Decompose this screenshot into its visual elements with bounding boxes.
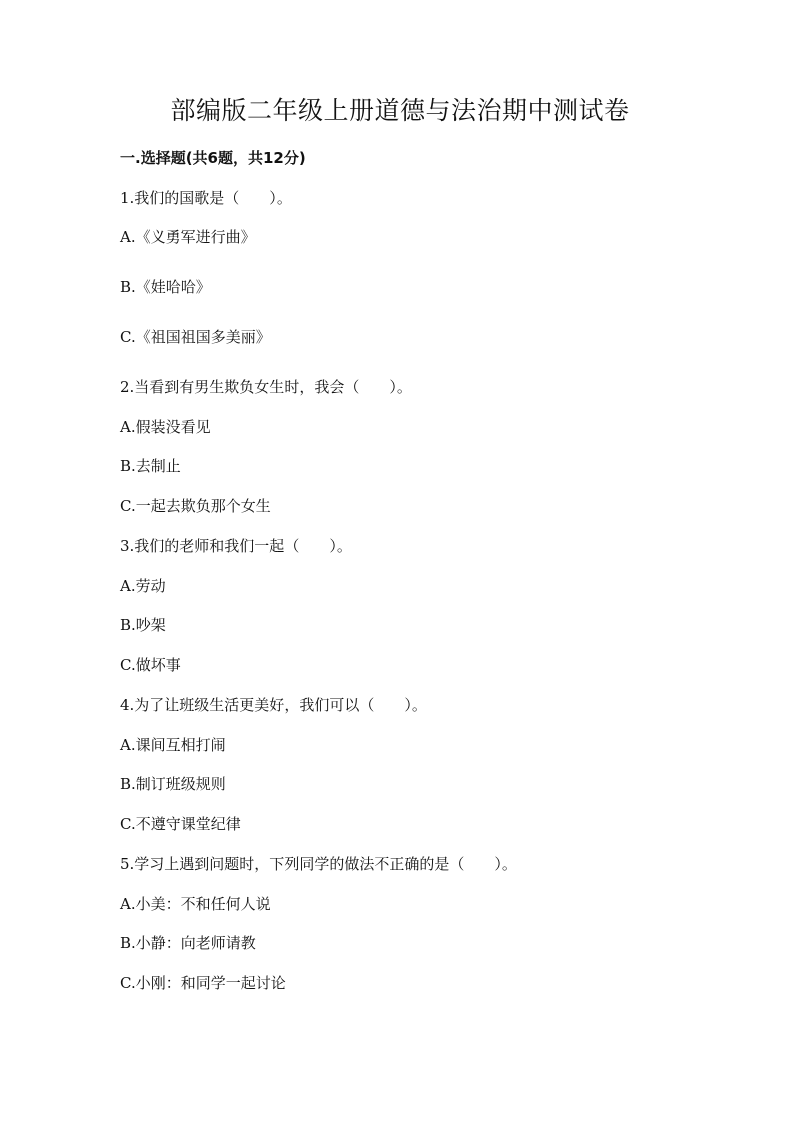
question-2-stem: 2.当看到有男生欺负女生时，我会（ ）。 [120,378,412,396]
question-1-option-b: B.《娃哈哈》 [120,278,211,296]
question-3-option-b: B.吵架 [120,616,166,634]
section-heading-multiple-choice: 一.选择题(共6题，共12分) [120,149,306,167]
question-3-option-c: C.做坏事 [120,656,181,674]
question-4-option-b: B.制订班级规则 [120,775,226,793]
question-4-option-c: C.不遵守课堂纪律 [120,815,241,833]
question-5-option-b: B.小静：向老师请教 [120,934,256,952]
question-1-option-a: A.《义勇军进行曲》 [120,228,256,246]
question-2-option-b: B.去制止 [120,457,181,475]
question-3-option-a: A.劳动 [120,577,166,595]
exam-title: 部编版二年级上册道德与法治期中测试卷 [170,96,630,125]
question-1-stem: 1.我们的国歌是（ ）。 [120,189,292,207]
question-1-option-c: C.《祖国祖国多美丽》 [120,328,271,346]
question-5-option-a: A.小美：不和任何人说 [120,895,271,913]
question-3-stem: 3.我们的老师和我们一起（ ）。 [120,537,352,555]
question-2-option-c: C.一起去欺负那个女生 [120,497,271,515]
question-5-option-c: C.小刚：和同学一起讨论 [120,974,286,992]
question-4-stem: 4.为了让班级生活更美好，我们可以（ ）。 [120,696,427,714]
question-5-stem: 5.学习上遇到问题时，下列同学的做法不正确的是（ ）。 [120,855,517,873]
question-4-option-a: A.课间互相打闹 [120,736,226,754]
question-2-option-a: A.假装没看见 [120,418,211,436]
